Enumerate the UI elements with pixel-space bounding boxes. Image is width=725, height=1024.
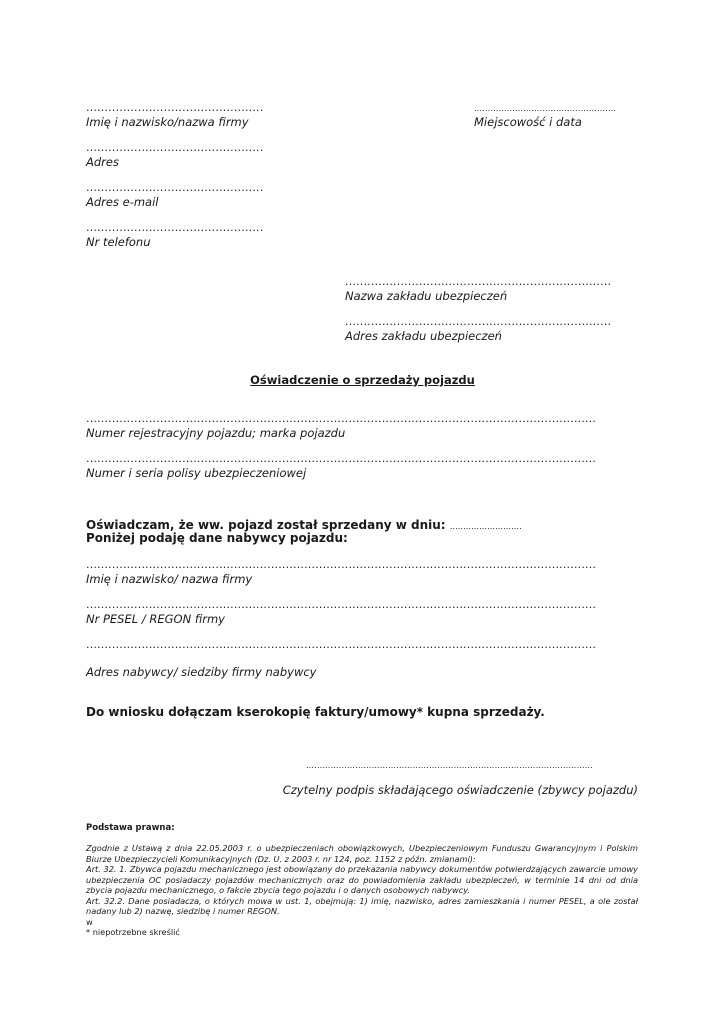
insurer-address-dots[interactable]: ........................................................................ (345, 316, 612, 328)
declaration-text: Oświadczam, że ww. pojazd został sprzedany w dniu: (86, 518, 446, 532)
legal-paragraph-3: Art. 32.2. Dane posiadacza, o których mowa w ust. 1, obejmują: 1) imię, nazwisko, adres zamieszkania i numer PESEL, a ole został nadany lub 2) nazwę, siedzibę i numer REGON. (86, 895, 638, 916)
buyer-pesel-dots[interactable]: .......................................................................................................................................... (86, 599, 597, 611)
sender-address-label: Adres (86, 155, 119, 169)
legal-text (86, 843, 638, 938)
buyer-pesel-label: Nr PESEL / REGON firmy (86, 612, 225, 626)
legal-paragraph-2: Art. 32. 1. Zbywca pojazdu mechanicznego jest obowiązany do przekazania nabywcy dokumentów potwierdzających zawarcie umowy ubezpieczenia OC posiadaczy pojazdów mechanicznych oraz do powiadomienia zakładu ubezpieczeń, w terminie 14 dni od dnia zbycia pojazdu mechanicznego, o fakcie zbycia tego pojazdu i o danych osobowych nabywcy. (86, 864, 638, 895)
sender-name-dots[interactable]: ................................................ (86, 102, 264, 114)
policy-label: Numer i seria polisy ubezpieczeniowej (86, 466, 307, 480)
legal-paragraph-1: Zgodnie z Ustawą z dnia 22.05.2003 r. o ubezpieczeniach obowiązkowych, Ubezpieczeniowym Funduszu Gwarancyjnym i Polskim Biurze Ubezpieczycieli Komunikacyjnych (Dz. U. z 2003 r. nr 124, poz. 1152 z późn. zmianami): (86, 843, 638, 864)
buyer-name-dots[interactable]: .......................................................................................................................................... (86, 559, 597, 571)
insurer-name-dots[interactable]: ........................................................................ (345, 276, 612, 288)
insurer-address-label: Adres zakładu ubezpieczeń (345, 329, 502, 343)
attachment-statement: Do wniosku dołączam kserokopię faktury/umowy* kupna sprzedaży. (86, 705, 545, 719)
sender-email-label: Adres e-mail (86, 195, 159, 209)
buyer-address-dots[interactable]: .......................................................................................................................................... (86, 639, 597, 651)
sender-email-dots[interactable]: ................................................ (86, 182, 264, 194)
policy-dots[interactable]: .......................................................................................................................................... (86, 453, 597, 465)
legal-w: w (86, 916, 93, 927)
sender-phone-label: Nr telefonu (86, 235, 151, 249)
place-date-dots[interactable]: ……………………………………………. (474, 104, 617, 113)
vehicle-reg-label: Numer rejestracyjny pojazdu; marka pojazdu (86, 426, 346, 440)
place-date-label: Miejscowość i data (474, 115, 582, 129)
signature-dots[interactable]: …………………………………………………………………………………………… (306, 761, 593, 770)
insurer-name-label: Nazwa zakładu ubezpieczeń (345, 289, 508, 303)
sale-date-dots[interactable]: ……………………… (449, 522, 522, 531)
footnote: * niepotrzebne skreślić (86, 927, 180, 937)
buyer-name-label: Imię i nazwisko/ nazwa firmy (86, 572, 253, 586)
document-title: Oświadczenie o sprzedaży pojazdu (250, 373, 475, 387)
sender-address-dots[interactable]: ................................................ (86, 142, 264, 154)
vehicle-reg-dots[interactable]: .......................................................................................................................................... (86, 413, 597, 425)
buyer-address-label: Adres nabywcy/ siedziby firmy nabywcy (86, 665, 317, 679)
signature-label: Czytelny podpis składającego oświadczenie (zbywcy pojazdu) (282, 783, 638, 797)
sender-name-label: Imię i nazwisko/nazwa firmy (86, 115, 249, 129)
declaration-line-2: Poniżej podaję dane nabywcy pojazdu: (86, 531, 348, 545)
sender-phone-dots[interactable]: ................................................ (86, 222, 264, 234)
legal-heading: Podstawa prawna: (86, 823, 175, 833)
